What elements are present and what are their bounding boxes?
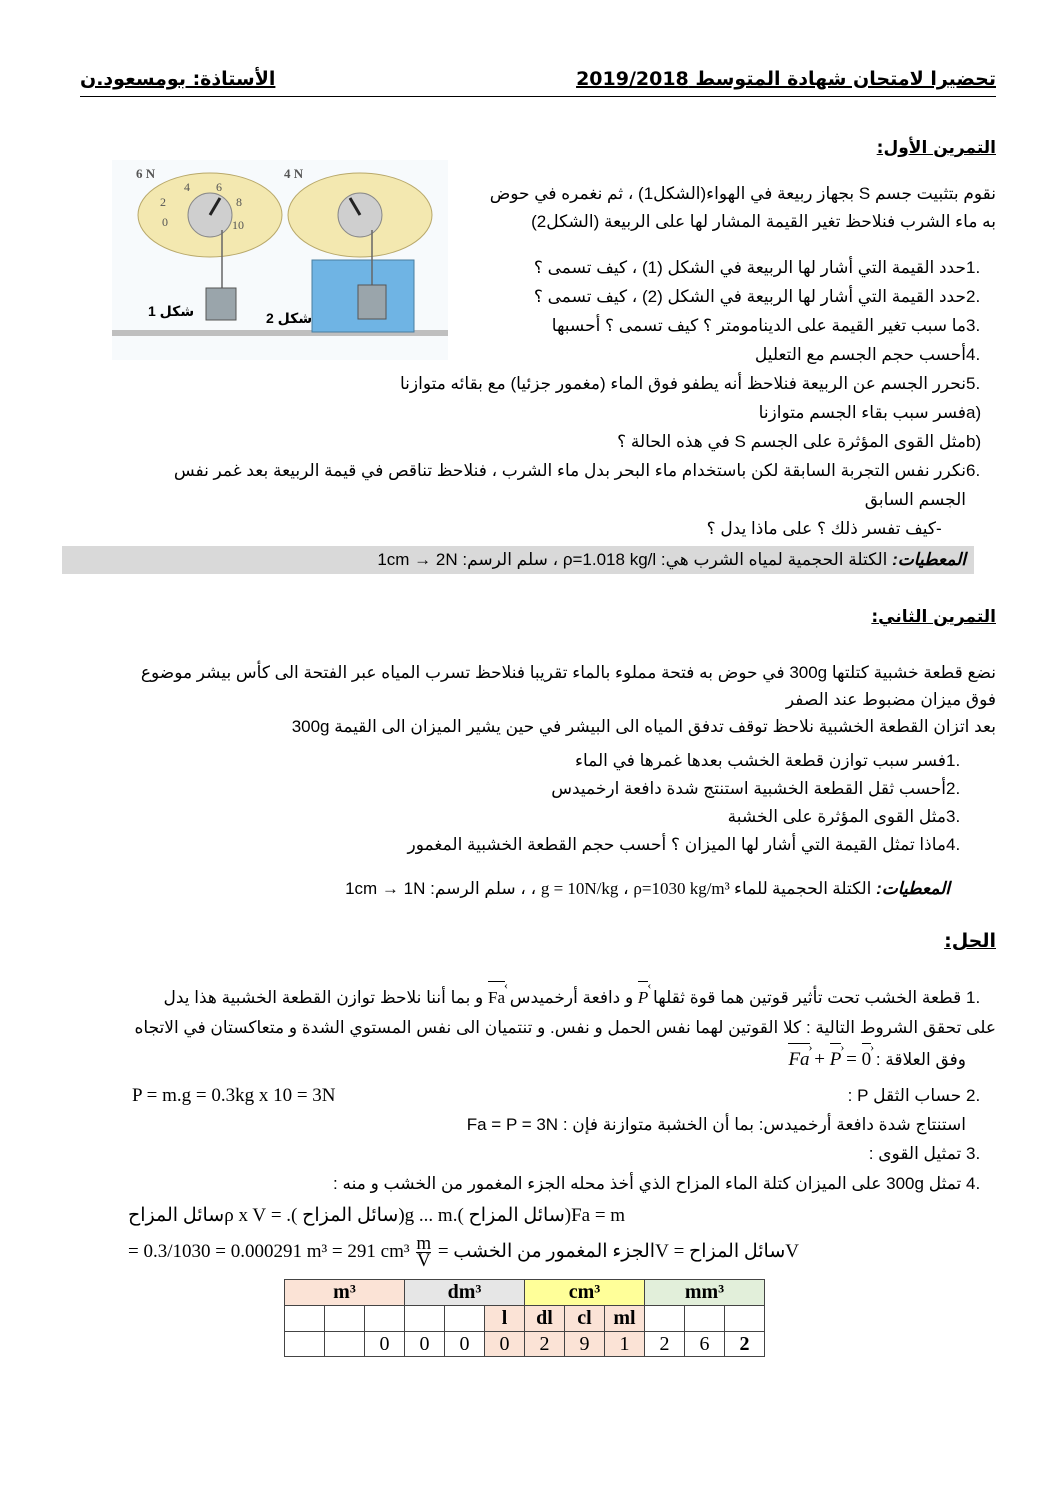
table-cell-cl: cl — [565, 1306, 605, 1332]
sol4 — [333, 1170, 996, 1198]
vector-Fa: Fa › — [788, 1046, 809, 1074]
vector-zero: 0 › — [862, 1046, 872, 1074]
s-text: قطعة الخشب تحت تأثير قوتين هما قوة ثقلها — [653, 988, 962, 1007]
table-cell — [325, 1332, 365, 1357]
header-divider — [80, 96, 996, 97]
table-cell — [285, 1306, 325, 1332]
dial-tick-6: 6 — [216, 180, 222, 194]
frac-bottom: V — [416, 1250, 431, 1271]
ex1-question-6-cont — [865, 486, 966, 514]
q-num: b) — [966, 432, 982, 451]
ex1-question-6 — [174, 457, 996, 485]
q-num: 6. — [966, 461, 981, 480]
dial-tick-0: 0 — [162, 215, 168, 229]
q-text: الجسم السابق — [864, 490, 966, 509]
q-num: 5. — [966, 374, 981, 393]
table-cell: 6 — [685, 1332, 725, 1357]
dial-tick-2: 2 — [160, 195, 166, 209]
s-text: و بما أننا نلاحظ توازن القطعة الخشبية هذا يدل — [163, 988, 484, 1007]
table-cell: 2 — [725, 1332, 765, 1357]
vector-P: P › — [830, 1046, 842, 1074]
q-text: حدد القيمة التي أشار لها الربيعة في الشكل (1) ، كيف تسمى ؟ — [533, 258, 966, 277]
given-density: الكتلة الحجمية لمياه الشرب هي: ρ=1.018 kg/l — [562, 550, 888, 569]
header-m3: m³ — [285, 1280, 405, 1306]
eq-equals: = — [846, 1049, 857, 1070]
q-text: نحرر الجسم عن الربيعة فنلاحظ أنه يطفو فوق الماء (مغمور جزئيا) مع بقائه متوازنا — [399, 374, 966, 393]
ex2-para-line3: بعد اتزان القطعة الخشبية نلاحظ توقف تدفق المياه الى البيشر في حين يشير الميزان الى القيمة 300g — [291, 717, 996, 736]
table-cell: 0 — [365, 1332, 405, 1357]
sol2-line2: استنتاج شدة دافعة أرخميدس: بما أن الخشبة متوازنة فإن : Fa = P = 3N — [466, 1115, 966, 1134]
given-scale-label: سلم الرسم: — [462, 550, 548, 569]
header-mm3: mm³ — [645, 1280, 765, 1306]
given-label: المعطيات: — [876, 879, 950, 898]
q-text: أحسب ثقل القطعة الخشبية استنتج شدة دافعة ارخميدس — [551, 779, 946, 798]
ex2-question-3 — [728, 803, 976, 831]
table-cell — [325, 1306, 365, 1332]
dial-tick-10: 10 — [232, 218, 244, 232]
table-cell: 2 — [645, 1332, 685, 1357]
ex1-question-2 — [534, 283, 996, 311]
ex1-question-5 — [400, 370, 996, 398]
s-text: تمثل 300g على الميزان كتلة الماء المزاح الذي أخذ محله الجزء المغمور من الخشب و منه : — [333, 1174, 962, 1193]
dial-tick-8: 8 — [236, 195, 242, 209]
q-num: 3. — [966, 316, 981, 335]
ex1-question-3 — [552, 312, 996, 340]
q-text: فسر سبب بقاء الجسم متوازنا — [758, 403, 966, 422]
dial-tick-4: 4 — [184, 180, 190, 194]
s-num: 4. — [966, 1174, 981, 1193]
table-cell — [405, 1306, 445, 1332]
vector-Fa: Fa › — [488, 984, 505, 1012]
ex1-question-1 — [534, 254, 996, 282]
ex1-given — [377, 546, 966, 574]
q-text: أحسب حجم الجسم مع التعليل — [754, 345, 966, 364]
table-cell — [365, 1306, 405, 1332]
q-text: ما سبب تغير القيمة على الدينامومتر ؟ كيف تسمى ؟ أحسبها — [551, 316, 966, 335]
table-row-units — [285, 1306, 765, 1332]
q-num: 2. — [966, 287, 981, 306]
frac-top: m — [416, 1233, 432, 1254]
ex1-question-5a — [759, 399, 996, 427]
sol3 — [869, 1140, 996, 1168]
unit-conversion-table — [284, 1279, 765, 1357]
ex2-question-4 — [408, 831, 976, 859]
given-scale-label: سلم الرسم: — [430, 879, 516, 898]
given-sep: ، — [530, 879, 537, 898]
sol1-line1 — [164, 984, 997, 1012]
ex1-question-4 — [755, 341, 996, 369]
q-text: فسر سبب توازن قطعة الخشب بعدها غمرها في الماء — [574, 751, 946, 770]
ex2-para-line1: نضع قطعة خشبية كتلتها 300g في حوض به فتحة مملوء بالماء تقريبا فنلاحظ تسرب المياه عبر الفتحة الى كأس بيشر موضوع — [140, 663, 996, 682]
q-num: 2. — [946, 779, 961, 798]
given-g: g = 10N/kg — [540, 879, 619, 898]
header-dm3: dm³ — [405, 1280, 525, 1306]
s-text: وفق العلاقة : — [875, 1050, 966, 1069]
eq-left: Vسائل المزاح = Vالجزء المغمور من الخشب = — [437, 1240, 799, 1262]
ex2-para-line2: فوق ميزان مضبوط عند الصفر — [785, 690, 996, 709]
given-scale-value: 1cm → 2N — [377, 550, 458, 569]
dial1-reading: 6 N — [136, 166, 156, 181]
s-text: و دافعة أرخميدس — [509, 988, 634, 1007]
table-cell-dl: dl — [525, 1306, 565, 1332]
s-text: حساب الثقل P : — [847, 1086, 962, 1105]
q-num: 4. — [966, 345, 981, 364]
table-header-row — [285, 1280, 765, 1306]
q-num: 4. — [946, 835, 961, 854]
sol2-line1 — [848, 1082, 996, 1110]
ex2-given — [345, 875, 950, 903]
sol1-line3 — [788, 1046, 966, 1074]
ex2-question-1 — [575, 747, 976, 775]
header-cm3: cm³ — [525, 1280, 645, 1306]
given-sep: ، — [623, 879, 629, 898]
dial2-reading: 4 N — [284, 166, 304, 181]
table-cell — [685, 1306, 725, 1332]
given-density: الكتلة الحجمية للماء ρ=1030 kg/m³ — [633, 879, 872, 898]
dynamometer-figure — [112, 160, 448, 360]
solution-title: الحل: — [944, 930, 996, 952]
q-num: - — [936, 519, 942, 538]
s-text: تمثيل القوى : — [868, 1144, 962, 1163]
q-text: مثل القوى المؤثرة على الجسم S في هذه الحالة ؟ — [617, 432, 966, 451]
figure2-label: شكل 2 — [266, 310, 313, 326]
table-cell — [725, 1306, 765, 1332]
fraction-m-over-V — [416, 1233, 432, 1271]
given-label: المعطيات: — [892, 550, 966, 569]
table-cell — [285, 1332, 325, 1357]
equilibrium-equation — [788, 1046, 871, 1074]
sol1-line2: على تحقق الشروط التالية : كلا القوتين لهما نفس الحمل و نفس. و تنتميان الى نفس المستوي الشدة و متعاكستان في الاتجاه — [134, 1018, 996, 1037]
q-text: نكرر نفس التجربة السابقة لكن باستخدام ماء البحر بدل ماء الشرب ، فنلاحظ تناقص في قيمة الربيعة بعد غمر نفس — [173, 461, 966, 480]
table-cell-l: l — [485, 1306, 525, 1332]
table-row-values — [285, 1332, 765, 1357]
eq-right: = 0.3/1030 = 0.000291 m³ = 291 cm³ — [128, 1240, 410, 1262]
given-sep: ، — [520, 879, 526, 898]
sol4-eq1: Fa = m(سائل المزاح ).g ... m(سائل المزاح ). = ρ x Vسائل المزاح — [128, 1205, 626, 1226]
weight-formula: P = m.g = 0.3kg x 10 = 3N — [132, 1085, 336, 1106]
dynamometer-illustration — [112, 160, 448, 360]
table-cell — [645, 1306, 685, 1332]
q-text: ماذا تمثل القيمة التي أشار لها الميزان ؟ أحسب حجم القطعة الخشبية المغمور — [407, 835, 946, 854]
table-cell: 1 — [605, 1332, 645, 1357]
exercise1-title: التمرين الأول: — [876, 138, 996, 158]
vector-P: P › — [638, 984, 648, 1012]
table-cell: 2 — [525, 1332, 565, 1357]
q-text: مثل القوى المؤثرة على الخشبة — [727, 807, 946, 826]
q-num: a) — [966, 403, 982, 422]
table-cell: 0 — [445, 1332, 485, 1357]
q-text: كيف تفسر ذلك ؟ على ماذا يدل ؟ — [706, 519, 936, 538]
s-num: 2. — [966, 1086, 981, 1105]
ex1-question-5b — [617, 428, 996, 456]
exercise2-title: التمرين الثاني: — [871, 607, 996, 627]
table-cell: 0 — [405, 1332, 445, 1357]
mass-2 — [358, 285, 386, 319]
table-cell-ml: ml — [605, 1306, 645, 1332]
given-sep: ، — [552, 550, 559, 569]
ex1-intro-line2: به ماء الشرب فنلاحظ تغير القيمة المشار لها على الربيعة (الشكل2) — [531, 212, 996, 231]
q-num: 1. — [966, 258, 981, 277]
q-text: حدد القيمة التي أشار لها الربيعة في الشكل (2) ، كيف تسمى ؟ — [533, 287, 966, 306]
table-cell — [445, 1306, 485, 1332]
sol4-eq2 — [128, 1233, 799, 1271]
s-num: 3. — [966, 1144, 981, 1163]
q-num: 3. — [946, 807, 961, 826]
s-num: 1. — [966, 988, 981, 1007]
eq-plus: + — [814, 1049, 826, 1070]
ex2-question-2 — [551, 775, 976, 803]
table-cell: 9 — [565, 1332, 605, 1357]
mass-1 — [206, 288, 236, 320]
page-title: تحضيرا لامتحان شهادة المتوسط 2019/2018 — [576, 68, 996, 90]
ex1-question-6-sub — [707, 515, 966, 543]
given-scale-value: 1cm → 1N — [345, 879, 426, 898]
teacher-name: الأستاذة: بومسعود.ن — [80, 68, 276, 90]
q-num: 1. — [946, 751, 961, 770]
table-cell: 0 — [485, 1332, 525, 1357]
figure1-label: شكل 1 — [148, 303, 195, 319]
ex1-intro-line1: نقوم بتثبيت جسم S بجهاز ربيعة في الهواء(الشكل1) ، ثم نغمره في حوض — [489, 184, 996, 203]
